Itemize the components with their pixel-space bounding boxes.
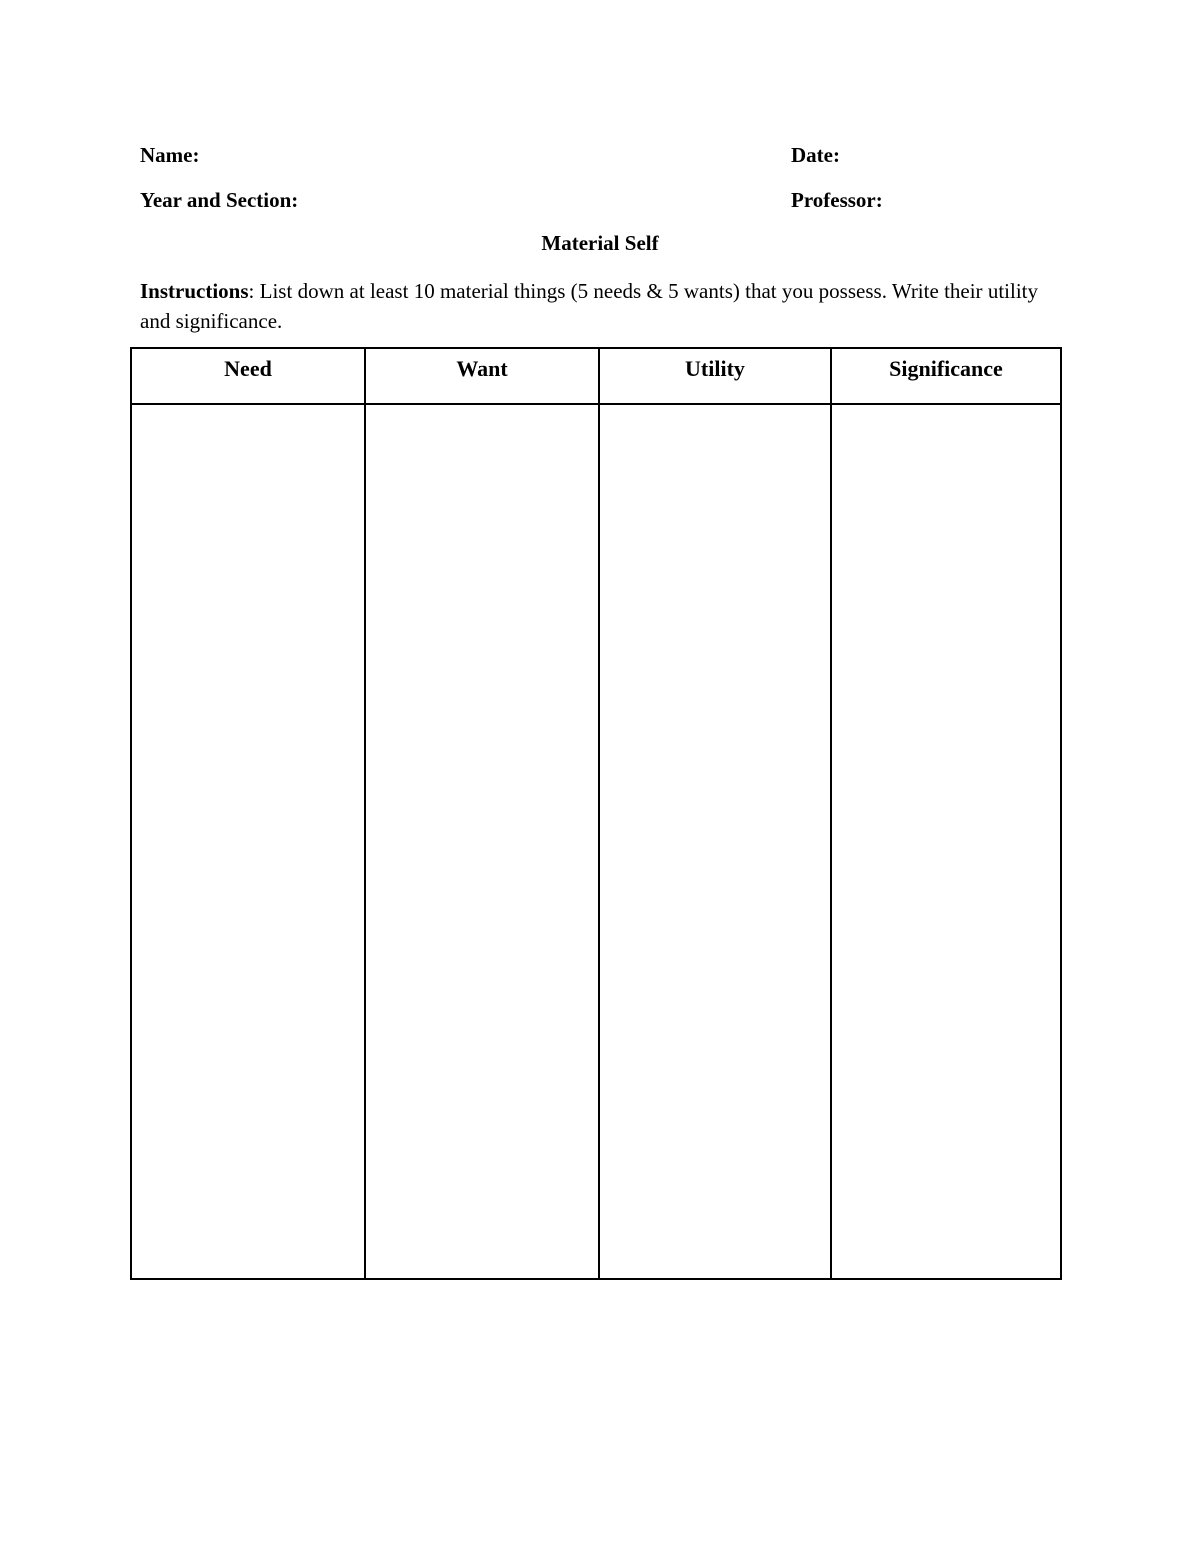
professor-label: Professor: <box>791 188 883 212</box>
instructions-lead: Instructions <box>140 279 249 303</box>
cell-significance <box>831 404 1061 1279</box>
cell-utility <box>599 404 831 1279</box>
table-head <box>131 348 1061 404</box>
cell-want <box>365 404 599 1279</box>
instructions-body: : List down at least 10 material things (5 needs & 5 wants) that you possess. Write their utility and significance. <box>140 279 1038 333</box>
column-header-need: Need <box>131 348 365 404</box>
table-row <box>131 404 1061 1279</box>
name-label: Name: <box>140 143 200 167</box>
instructions-paragraph <box>140 276 1038 336</box>
table-body <box>131 404 1061 1279</box>
column-header-significance: Significance <box>831 348 1061 404</box>
page-title: Material Self <box>541 231 659 255</box>
column-header-want: Want <box>365 348 599 404</box>
year-section-label: Year and Section: <box>140 188 299 212</box>
material-things-table <box>130 347 1062 1280</box>
cell-need <box>131 404 365 1279</box>
date-label: Date: <box>791 143 840 167</box>
column-header-utility: Utility <box>599 348 831 404</box>
table-header-row <box>131 348 1061 404</box>
